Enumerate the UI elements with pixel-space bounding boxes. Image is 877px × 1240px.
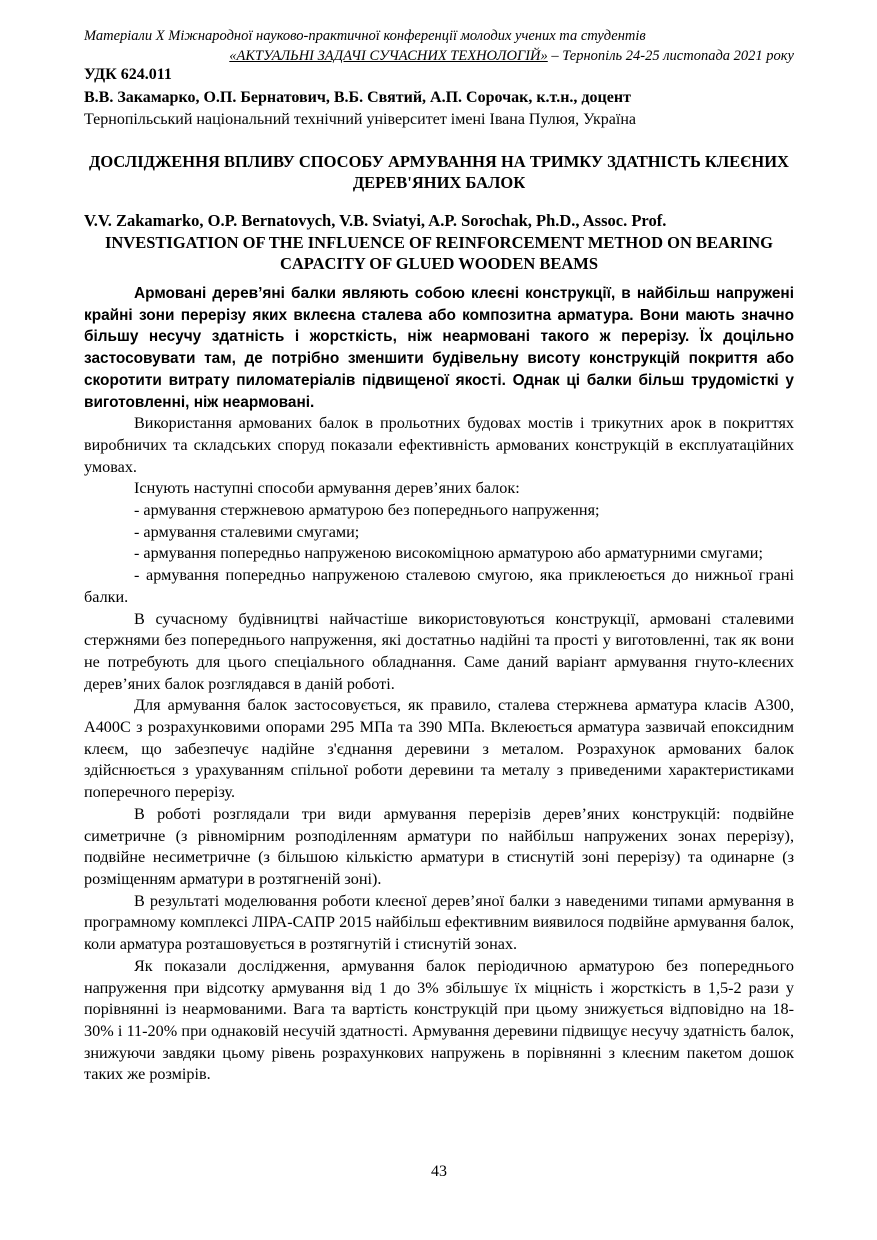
title-en: INVESTIGATION OF THE INFLUENCE OF REINFORCEMENT METHOD ON BEARING CAPACITY OF GLUED WOODEN BEAMS <box>104 233 774 273</box>
udk-code: УДК 624.011 <box>84 66 172 83</box>
paragraph: Як показали дослідження, армування балок періодичною арматурою без попереднього напруження при відсотку армування від 1 до 3% збільшує їх міцність і жорсткість в 1,5-2 рази у порівнянні із неармованими. Вага та вартість конструкцій при цьому знижується відповідно на 18-30% і 11-20% при однаковій несучій здатності. Армування деревини підвищує несучу здатність балок, знижуючи завдяки цьому рівень розрахункових напружень в порівнянні з клеєним пакетом дошок таких же розмірів. <box>84 956 794 1084</box>
list-item: - армування попередньо напруженою сталевою смугою, яка приклеюється до нижньої грані балки. <box>84 566 794 606</box>
conference-header <box>84 26 794 66</box>
paragraph: Використання армованих балок в прольотних будовах мостів і трикутних арок в покриттях виробничих та складських споруд показали ефективність армованих конструкцій в експлуатаційних умовах. <box>84 414 794 476</box>
title-ua: ДОСЛІДЖЕННЯ ВПЛИВУ СПОСОБУ АРМУВАННЯ НА ТРИМКУ ЗДАТНІСТЬ КЛЕЄНИХ ДЕРЕВ'ЯНИХ БАЛОК <box>89 152 789 192</box>
paragraph: В роботі розглядали три види армування перерізів дерев’яних конструкцій: подвійне симетричне (з рівномірним розподіленням арматури по найбільш напружених зонах перерізу), подвійне несиметричне (з більшою кількістю арматури в стиснутій зоні перерізу) та одинарне (з розміщенням арматури в розтягненій зоні). <box>84 804 794 888</box>
document-page <box>84 0 794 1240</box>
list-item: - армування стержневою арматурою без попереднього напруження; <box>134 501 600 520</box>
paragraph: Існують наступні способи армування дерев’яних балок: <box>134 479 520 498</box>
conference-name: «АКТУАЛЬНІ ЗАДАЧІ СУЧАСНИХ ТЕХНОЛОГІЙ» <box>229 48 548 64</box>
affiliation: Тернопільський національний технічний університет імені Івана Пулюя, Україна <box>84 111 636 128</box>
article-body <box>84 283 794 1086</box>
header-line-1: Матеріали Х Міжнародної науково-практичної конференції молодих учених та студентів <box>84 28 646 44</box>
paragraph: В результаті моделювання роботи клеєної дерев’яної балки з наведеними типами армування в програмному комплексі ЛІРА-САПР 2015 найбільш ефективним виявилося подвійне армування балок, коли арматура розташовується в розтягнутій і стиснутій зонах. <box>84 891 794 954</box>
authors-en: V.V. Zakamarko, O.P. Bernatovych, V.B. Sviatyi, A.P. Sorochak, Ph.D., Assoc. Prof. <box>84 211 667 230</box>
paragraph: Для армування балок застосовується, як правило, сталева стержнева арматура класів А300, А400С з розрахунковими опорами 295 МПа та 390 МПа. Вклеюється арматура зазвичай епоксидним клеєм, що забезпечує надійне з'єднання деревини з металом. Розрахунок армованих балок здійснюється з урахуванням спільної роботи деревини та металу з приведеними характеристиками поперечного перерізу. <box>84 696 794 802</box>
authors-ua: В.В. Закамарко, О.П. Бернатович, В.Б. Святий, А.П. Сорочак, к.т.н., доцент <box>84 89 631 106</box>
conference-place-date: – Тернопіль 24-25 листопада 2021 року <box>547 48 794 64</box>
list-item: - армування попередньо напруженою високоміцною арматурою або арматурними смугами; <box>134 544 763 563</box>
page-number: 43 <box>431 1163 447 1180</box>
abstract-paragraph: Армовані дерев’яні балки являють собою клеєні конструкції, в найбільш напружені крайні зони перерізу яких вклеєна сталева або композитна арматура. Вони мають значно більшу несучу здатність і жорсткість, ніж неармовані такого ж перерізу. Їх доцільно застосовувати там, де потрібно зменшити будівельну висоту конструкцій покриття або скоротити витрату пиломатеріалів підвищеної якості. Однак ці балки більш трудомісткі у виготовленні, ніж неармовані. <box>84 285 794 411</box>
paragraph: В сучасному будівництві найчастіше використовуються конструкції, армовані сталевими стержнями без попереднього напруження, які достатньо надійні та прості у виготовленні, так як вони не потребують для цього спеціального обладнання. Саме даний варіант армування гнуто-клеєних дерев’яних балок розглядався в даній роботі. <box>84 609 794 693</box>
list-item: - армування сталевими смугами; <box>134 522 360 541</box>
